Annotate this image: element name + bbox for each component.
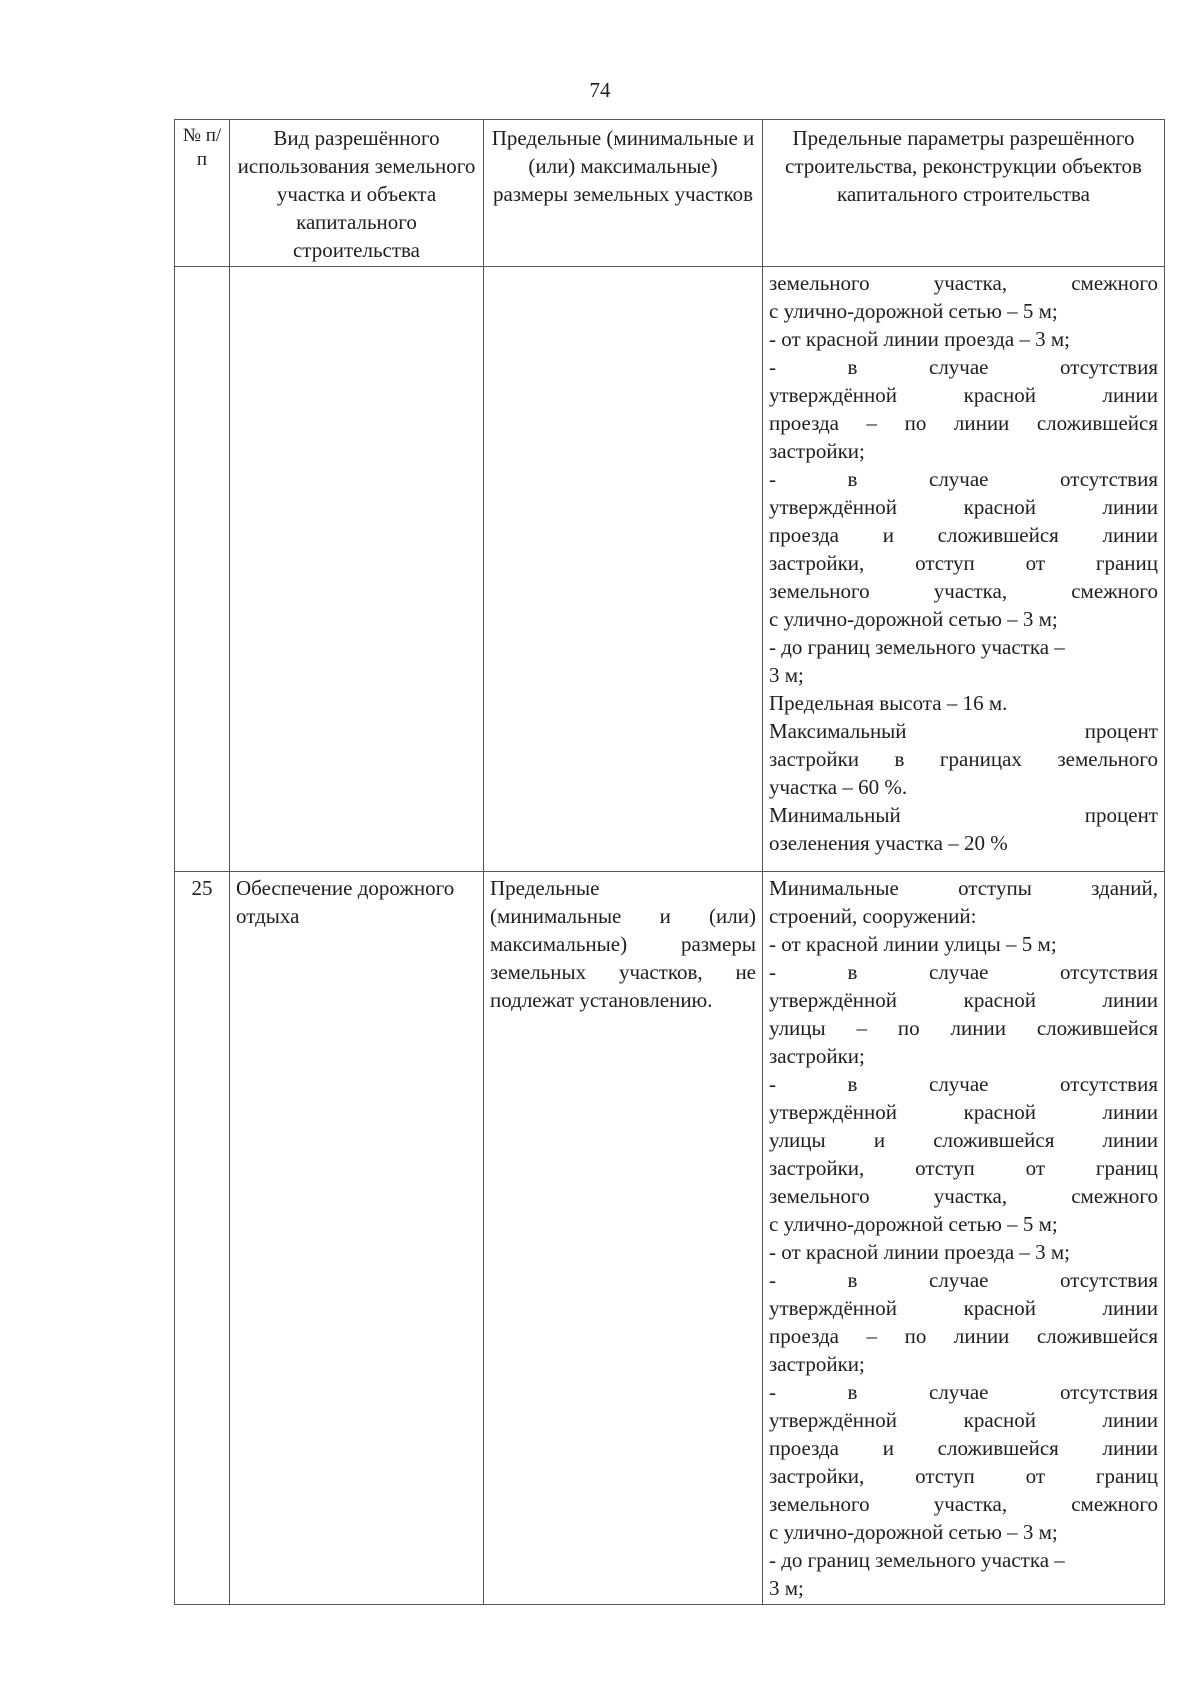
param-line: - от красной линии проезда – 3 м; bbox=[769, 1240, 1071, 1264]
param-line: застройки, отступ от границ bbox=[769, 551, 1158, 575]
param-line: Максимальный процент bbox=[769, 719, 1158, 743]
param-line: - до границ земельного участка – bbox=[769, 1548, 1065, 1572]
param-line: озеленения участка – 20 % bbox=[769, 831, 1008, 855]
param-line: 3 м; bbox=[769, 1576, 804, 1600]
param-line: застройки; bbox=[769, 1352, 865, 1376]
param-line: - в случае отсутствия bbox=[769, 1380, 1158, 1404]
param-line: утверждённой красной линии bbox=[769, 383, 1158, 407]
row-plot-size bbox=[484, 872, 763, 1605]
regulations-table bbox=[174, 119, 1165, 1605]
param-line: утверждённой красной линии bbox=[769, 1100, 1158, 1124]
param-line: - в случае отсутствия bbox=[769, 355, 1158, 379]
param-line: земельного участка, смежного bbox=[769, 1184, 1158, 1208]
param-line: проезда и сложившейся линии bbox=[769, 1436, 1158, 1460]
param-line: застройки в границах земельного bbox=[769, 747, 1158, 771]
param-line: 3 м; bbox=[769, 663, 804, 687]
param-line: застройки, отступ от границ bbox=[769, 1156, 1158, 1180]
param-line: застройки; bbox=[769, 1044, 865, 1068]
param-line: - в случае отсутствия bbox=[769, 1072, 1158, 1096]
param-line: Минимальные отступы зданий, bbox=[769, 876, 1158, 900]
row-number: 25 bbox=[175, 872, 230, 1605]
page-number: 74 bbox=[589, 78, 611, 102]
param-line: утверждённой красной линии bbox=[769, 495, 1158, 519]
size-line: максимальные) размеры bbox=[490, 932, 756, 956]
param-line: с улично-дорожной сетью – 5 м; bbox=[769, 299, 1058, 323]
param-line: утверждённой красной линии bbox=[769, 1296, 1158, 1320]
param-line: - от красной линии улицы – 5 м; bbox=[769, 932, 1057, 956]
header-plot-size: Предельные (минимальные и (или) максимальные) размеры земельных участков bbox=[484, 120, 763, 267]
param-line: земельного участка, смежного bbox=[769, 579, 1158, 603]
size-line: подлежат установлению. bbox=[490, 988, 713, 1012]
header-build-params: Предельные параметры разрешённого строительства, реконструкции объектов капитального строительства bbox=[763, 120, 1165, 267]
param-line: участка – 60 %. bbox=[769, 775, 908, 799]
param-line: - от красной линии проезда – 3 м; bbox=[769, 327, 1071, 351]
param-line: строений, сооружений: bbox=[769, 904, 977, 928]
table-row bbox=[175, 872, 1165, 1605]
param-line: утверждённой красной линии bbox=[769, 1408, 1158, 1432]
row-build-params bbox=[763, 872, 1165, 1605]
table-header-row bbox=[175, 120, 1165, 267]
param-line: проезда – по линии сложившейся bbox=[769, 1324, 1158, 1348]
param-line: земельного участка, смежного bbox=[769, 271, 1158, 295]
row-build-params bbox=[763, 267, 1165, 872]
param-line: - до границ земельного участка – bbox=[769, 635, 1065, 659]
param-line: застройки, отступ от границ bbox=[769, 1464, 1158, 1488]
param-line: - в случае отсутствия bbox=[769, 960, 1158, 984]
param-line: утверждённой красной линии bbox=[769, 988, 1158, 1012]
param-line: земельного участка, смежного bbox=[769, 1492, 1158, 1516]
size-line: земельных участков, не bbox=[490, 960, 756, 984]
param-line: Минимальный процент bbox=[769, 803, 1158, 827]
param-line: с улично-дорожной сетью – 3 м; bbox=[769, 607, 1058, 631]
size-line: (минимальные и (или) bbox=[490, 904, 756, 928]
row-use-type: Обеспечение дорожного отдыха bbox=[230, 872, 484, 1605]
param-line: застройки; bbox=[769, 439, 865, 463]
row-plot-size bbox=[484, 267, 763, 872]
param-line: улицы – по линии сложившейся bbox=[769, 1016, 1158, 1040]
table-row bbox=[175, 267, 1165, 872]
param-line: - в случае отсутствия bbox=[769, 1268, 1158, 1292]
header-number: № п/п bbox=[175, 120, 230, 267]
param-line: с улично-дорожной сетью – 3 м; bbox=[769, 1520, 1058, 1544]
size-line: Предельные bbox=[490, 876, 600, 900]
param-line: проезда и сложившейся линии bbox=[769, 523, 1158, 547]
header-use-type: Вид разрешённого использования земельного участка и объекта капитального строительства bbox=[230, 120, 484, 267]
param-line: Предельная высота – 16 м. bbox=[769, 691, 1008, 715]
row-use-type bbox=[230, 267, 484, 872]
param-line: проезда – по линии сложившейся bbox=[769, 411, 1158, 435]
row-number bbox=[175, 267, 230, 872]
param-line: - в случае отсутствия bbox=[769, 467, 1158, 491]
param-line: улицы и сложившейся линии bbox=[769, 1128, 1158, 1152]
param-line: с улично-дорожной сетью – 5 м; bbox=[769, 1212, 1058, 1236]
